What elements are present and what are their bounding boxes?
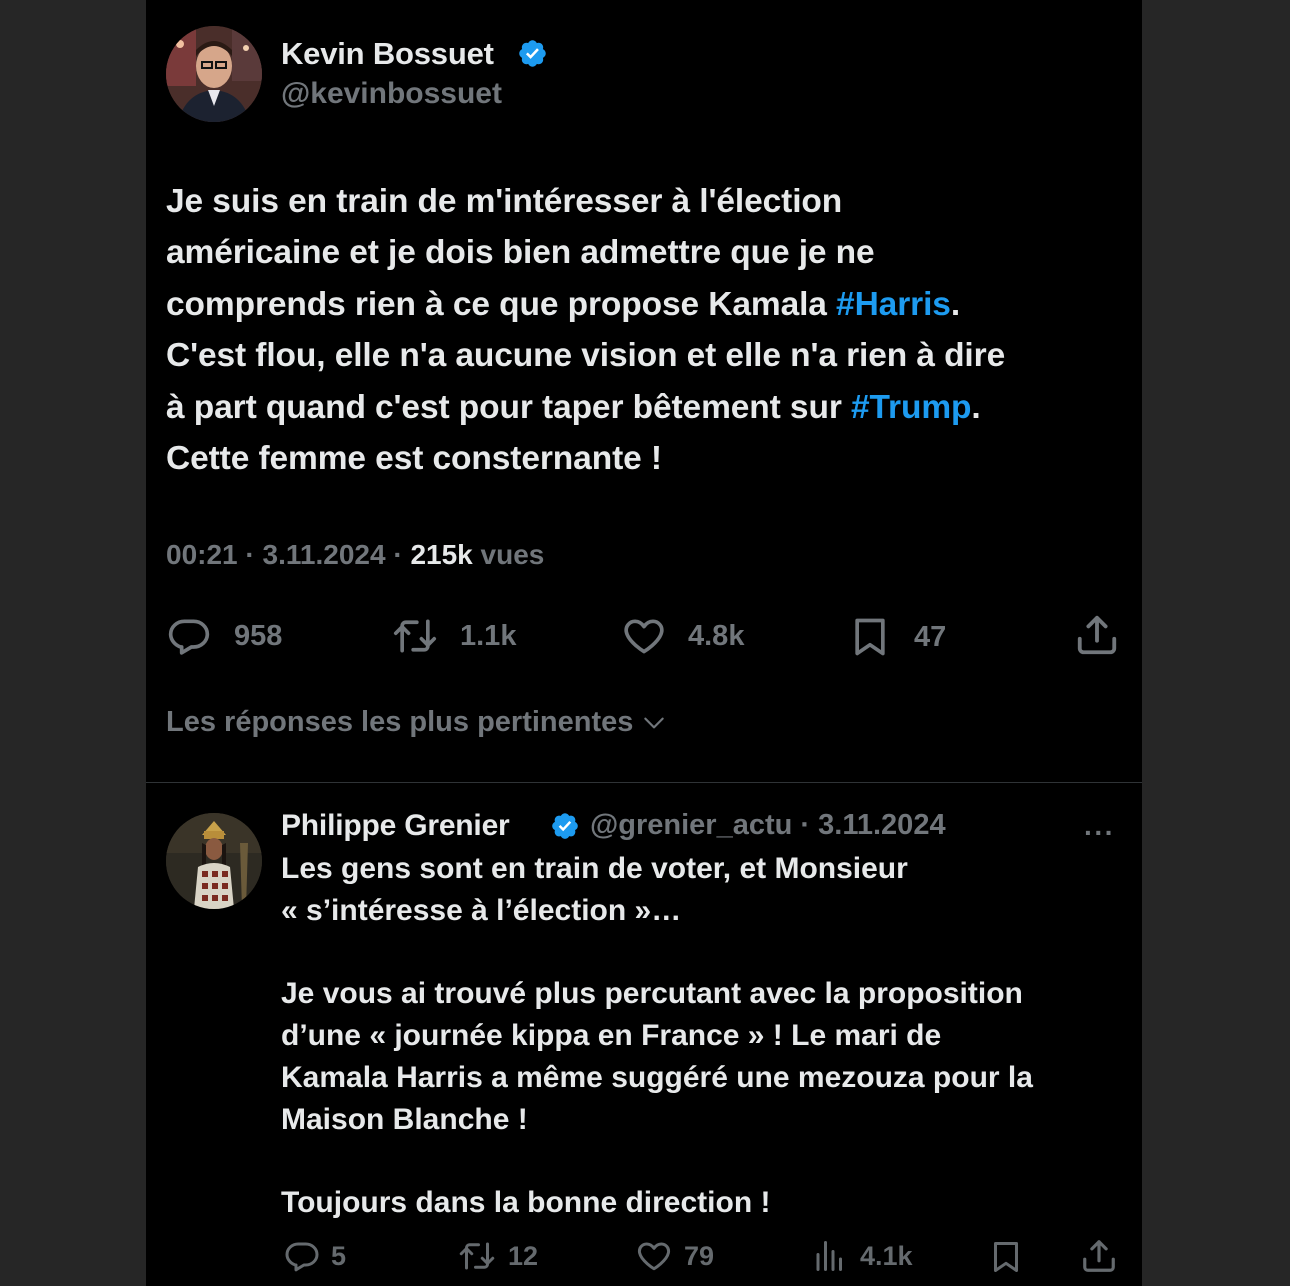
tweet-meta bbox=[166, 539, 544, 571]
bookmark-button[interactable] bbox=[848, 614, 946, 660]
repost-button[interactable] bbox=[390, 614, 516, 658]
tweet-line: Je suis en train de m'intéresser à l'élection bbox=[166, 183, 843, 220]
paragraph-gap bbox=[281, 1141, 1126, 1183]
chevron-down-icon bbox=[639, 710, 669, 736]
tweet-line: C'est flou, elle n'a aucune vision et elle n'a rien à dire bbox=[166, 337, 1006, 375]
reply-line: Kamala Harris a même suggéré une mezouza pour la bbox=[281, 1060, 1033, 1094]
paragraph-gap bbox=[281, 932, 1126, 974]
tweet-date[interactable]: 3.11.2024 bbox=[262, 539, 386, 570]
tweet-line-text: à part quand c'est pour taper bêtement sur bbox=[166, 388, 851, 426]
reply-reply-count: 5 bbox=[331, 1240, 347, 1271]
divider bbox=[146, 782, 1142, 783]
tweet-line: Cette femme est consternante ! bbox=[166, 440, 662, 478]
like-count: 4.8k bbox=[688, 619, 745, 652]
reply-icon bbox=[283, 1238, 321, 1274]
reply-repost-button[interactable] bbox=[456, 1238, 538, 1274]
tweet-line-text: . bbox=[971, 388, 981, 426]
repost-icon bbox=[456, 1238, 498, 1274]
reply-line: Toujours dans la bonne direction ! bbox=[281, 1186, 771, 1220]
tweet-text bbox=[166, 176, 1126, 484]
reply-avatar[interactable] bbox=[166, 813, 262, 909]
reply-share-button[interactable] bbox=[1080, 1236, 1118, 1276]
reply-count: 958 bbox=[234, 619, 283, 652]
bookmark-icon bbox=[848, 614, 892, 660]
reply-views-count: 4.1k bbox=[860, 1240, 913, 1271]
reply-line: Je vous ai trouvé plus percutant avec la proposition bbox=[281, 977, 1023, 1011]
share-button[interactable] bbox=[1074, 612, 1120, 658]
meta-separator: · bbox=[393, 539, 403, 570]
bookmark-count: 47 bbox=[914, 620, 947, 653]
tweet-line bbox=[166, 382, 1126, 433]
reply-author-handle[interactable]: @grenier_actu bbox=[590, 809, 793, 841]
tweet-line: américaine et je dois bien admettre que je ne bbox=[166, 234, 875, 272]
reply-views-button[interactable] bbox=[812, 1238, 913, 1274]
bookmark-icon bbox=[988, 1238, 1024, 1276]
share-icon bbox=[1080, 1236, 1118, 1276]
replies-sort-toggle[interactable] bbox=[166, 706, 669, 739]
replies-sort-label: Les réponses les plus pertinentes bbox=[166, 706, 634, 738]
reply-line: Les gens sont en train de voter, et Monsieur bbox=[281, 852, 908, 885]
meta-separator: · bbox=[800, 809, 811, 841]
verified-badge-icon bbox=[517, 38, 548, 69]
author-avatar[interactable] bbox=[166, 26, 262, 122]
repost-icon bbox=[390, 614, 440, 658]
reply-line: Maison Blanche ! bbox=[281, 1102, 528, 1136]
reply-line: « s’intéresse à l’élection »… bbox=[281, 893, 682, 927]
reply-button[interactable] bbox=[166, 614, 282, 658]
more-icon[interactable]: ··· bbox=[1084, 817, 1115, 848]
like-icon bbox=[620, 614, 668, 658]
reply-icon bbox=[166, 614, 212, 658]
views-icon bbox=[812, 1238, 848, 1274]
reply-repost-count: 12 bbox=[508, 1240, 539, 1271]
reply-text bbox=[281, 848, 1126, 1224]
author-handle[interactable]: @kevinbossuet bbox=[281, 77, 502, 110]
tweet-time[interactable]: 00:21 bbox=[166, 539, 238, 570]
like-icon bbox=[634, 1238, 674, 1274]
repost-count: 1.1k bbox=[460, 619, 517, 652]
reply-line: d’une « journée kippa en France » ! Le mari de bbox=[281, 1019, 942, 1053]
tweet-line-text: comprends rien à ce que propose Kamala bbox=[166, 285, 837, 323]
tweet-line-text: . bbox=[950, 285, 961, 323]
reply-bookmark-button[interactable] bbox=[988, 1238, 1024, 1276]
tweet-line bbox=[166, 279, 1126, 330]
reply-like-count: 79 bbox=[684, 1240, 715, 1271]
author-name[interactable]: Kevin Bossuet bbox=[281, 36, 494, 71]
views-count: 215k bbox=[410, 539, 473, 570]
reply-meta bbox=[590, 809, 946, 842]
reply-author-name[interactable]: Philippe Grenier bbox=[281, 809, 510, 842]
views-label: vues bbox=[480, 539, 545, 570]
reply-date[interactable]: 3.11.2024 bbox=[818, 809, 946, 841]
like-button[interactable] bbox=[620, 614, 744, 658]
reply-reply-button[interactable] bbox=[283, 1238, 346, 1274]
verified-badge-icon bbox=[550, 811, 580, 841]
tweet-panel bbox=[146, 0, 1142, 1286]
reply-like-button[interactable] bbox=[634, 1238, 714, 1274]
hashtag-link[interactable]: #Trump bbox=[850, 388, 972, 426]
share-icon bbox=[1074, 612, 1120, 658]
hashtag-link[interactable]: #Harris bbox=[836, 285, 951, 323]
meta-separator: · bbox=[245, 539, 255, 570]
